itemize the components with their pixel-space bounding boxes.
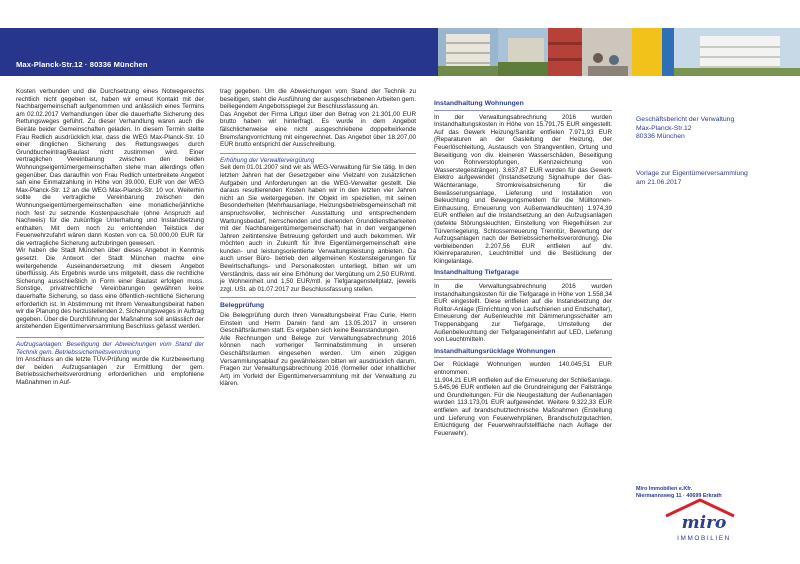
- meeting-date: am 21.06.2017: [636, 178, 682, 186]
- paragraph-elevator-assessment: Im Anschluss an die letzte TÜV-Prüfung wurde die Kurzbewertung der beiden Aufzugsanlagen zur Ermittlung der gem. Betriebssicherheitsverordnung erforderlichen und empfohlene Maßnahmen in Auf-: [16, 356, 204, 386]
- text-column-3: [434, 100, 612, 437]
- photo-white-building: [674, 28, 800, 76]
- paragraph-elevator-order: trag gegeben. Um die Abweichungen vom Stand der Technik zu beseitigen, steht die Ausführung der ausgeschriebenen Arbeiten gem. beiliegendem Angebotsspiegel zur Beschlussfassung an.: [220, 88, 416, 111]
- logo-subtitle: IMMOBILIEN: [677, 535, 731, 542]
- meeting-note-block: [636, 170, 748, 187]
- header-photo-strip: [438, 28, 800, 76]
- header-address: Max-Planck-Str.12 · 80336 München: [16, 60, 148, 69]
- meeting-note: Vorlage zur Eigentümerversammlung: [636, 170, 748, 177]
- paragraph-maintenance-garage: In die Verwaltungsabrechnung 2016 wurden Instandhaltungskosten für die Tiefgarage in Höhe von 1.558,34 EUR eingestellt. Diese entfielen auf die Instandsetzung der Rolltor-Anlage (Einrichtung von Laufschienen und Endschalter), Erneuerung der Außenleuchte mit Dämmerungsschalter am Treppenabgang zur Tiefgarage, Umstellung der Außenbeleuchtung der Tiefgarageneinfahrt auf LED, Lieferung von Leuchtmitteln.: [434, 283, 612, 344]
- subheading-fee-increase: Erhöhung der Verwaltervergütung: [220, 156, 315, 164]
- paragraph-reserve-withdrawal: Der Rücklage Wohnungen wurden 140.045,51 EUR entnommen.: [434, 361, 612, 376]
- paragraph-reserve-details: 11.904,21 EUR entfielen auf die Erneuerung der Schließanlage. 5.645,96 EUR entfielen auf die Grundreinigung der Fallstränge und Grundleitungen. Für die Neugestaltung der Außenanlagen wurden 113.173,01 EUR aufgewendet. Weitere 9.322,33 EUR entfielen auf brandschutztechnische Maßnahmen (Erstellung und Lieferung von Feuerwehrplänen, Brandschutzgutachten, Ertüchtigung der Feuerwehraufstellfläche nach Auflage der Feuerwehr).: [434, 376, 612, 437]
- photo-building-balconies: [438, 28, 498, 76]
- paragraph-city-response: Wir haben die Stadt München über dieses Angebot in Kenntnis gesetzt. Die Antwort der Stadt München machte eine weitergehende Auseinandersetzung mit diesem Angebot überflüssig. Als Ergebnis wurde uns mitgeteilt, dass die rechtliche Sicherung ausschließlich in Form einer Baulast erfolgen muss. Sonstige, privatrechtliche Vereinbarungen gewähren keine dauerhafte Sicherung, so dass eine öffentlich-rechtliche Sicherung erforderlich ist. In Abstimmung mit Ihrem Verwaltungsbeirat haben wir die Planung des herzustellenden 2. Sicherungsweges in Auftrag gegeben. Über die Durchführung der Maßnahme soll anlässlich der anstehenden Eigentümerversammlung Beschluss gefasst werden.: [16, 247, 204, 331]
- paragraph-audit-result: Die Belegprüfung durch Ihren Verwaltungsbeirat Frau Curie, Herrn Einstein und Herrn Darwin fand am 13.05.2017 in unseren Geschäftsräumen statt. Es ergaben sich keine Beanstandungen.: [220, 312, 416, 335]
- photo-building-garden: [498, 28, 548, 76]
- section-divider: [434, 357, 612, 358]
- paragraph-liftgut-offer: Das Angebot der Firma Liftgut über den Betrag von 21.301,00 EUR brutto haben wir hinterfragt. Es wurde in dem Angebot fälschlicherweise eine nicht ausgeschriebene doppeltwirkende Bremsfangvorrichtung mit eingerechnet. Das Angebot über 18.207,00 EUR brutto entspricht der Ausschreibung.: [220, 110, 416, 149]
- report-city: 80336 München: [636, 133, 685, 141]
- section-divider: [16, 337, 204, 338]
- report-street: Max-Planck-Str.12: [636, 124, 692, 132]
- report-title: Geschäftsbericht der Verwaltung: [636, 116, 735, 123]
- report-title-block: [636, 116, 734, 142]
- section-divider: [220, 297, 416, 298]
- heading-audit: Belegprüfung: [220, 302, 265, 310]
- section-divider: [434, 110, 612, 111]
- paragraph-rescue-route: Kosten verbunden und die Durchsetzung eines Notwegerechts rechtlich nicht gegeben ist, haben wir erneut Kontakt mit der Nachbargemeinschaft aufgenommen und anlässlich eines Termins am 02.02.2017 Verhandlungen über die dauerhafte Sicherung des Rettungsweges geführt. Zu dieser Verhandlung waren auch die Beiräte beider Gemeinschaften geladen. In diesem Termin stellte Frau Redlich ausdrücklich klar, dass die WEG Max-Planck-Str. 10 einer dinglichen Sicherung des Rettungsweges durch Grundbucheintrag/Baulast nicht zustimmen wird. Einer vertraglichen Vereinbarung zwischen den beiden Wohnungseigentümergemeinschaften stehe man allerdings offen gegenüber. Das daraufhin von Frau Redlich unterbreitete Angebot sah eine Einmalzahlung in Höhe von 39.000, EUR von der WEG Max-Planck-Str. 12 an die WEG Max-Planck-Str. 10 vor. Weiterhin sollte die vertragliche Vereinbarung zwischen den Wohnungseigentümergemeinschaften eine monatliche/jährliche noch fest zu setzende Kostenpauschale (ohne Anspruch auf Nachweis) für die zukünftige Unterhaltung und Instandsetzung enthalten. Mit dem noch zu errichtenden Teilstück der Feuerwehrzufahrt wären dann Kosten von ca. 50.000,00 EUR für die vertragliche Sicherung aufzubringen gewesen.: [16, 88, 204, 247]
- company-name: Miro Immobilien e.Kfr.: [636, 486, 693, 492]
- paragraph-audit-documents: Alle Rechnungen und Belege zur Verwaltungsabrechnung 2016 können nach vorheriger Terminabstimmung in unseren Geschäftsräumen eingesehen werden. Um einen zügigen Versammlungsablauf zu gewährleisten bitten wir ausdrücklich darum, Fragen zur Verwaltungsabrechnung 2016 (formeller oder inhaltlicher Art) im Vorfeld der Eigentümerversammlung mit der Verwaltung zu klären.: [220, 334, 416, 388]
- miro-logo: [660, 496, 750, 544]
- heading-reserve-apartments: Instandhaltungsrücklage Wohnungen: [434, 347, 556, 355]
- section-divider: [220, 153, 416, 154]
- heading-maintenance-apartments: Instandhaltung Wohnungen: [434, 100, 524, 107]
- paragraph-fee-increase: Seit dem 01.01.2007 sind wir als WEG-Verwaltung für Sie tätig. In den letzten Jahren hat der Gesetzgeber eine Vielzahl von zusätzlichen Aufgaben und Anforderungen an die WEG-Verwalter gestellt. Die daraus resultierenden Kosten haben wir in den letzten vier Jahren nicht an Sie weitergegeben. Ihr Objekt im speziellen, mit seinen Besonderheiten (Mehrhausanlage, Heizungsbetriebsgemeinschaft mit anspruchsvoller, technischer Ausstattung und entsprechendem Wartungsbedarf, herrschenden und dienenden Grunddienstbarkeiten mit der Nachbareigentümergemeinschaft) hat in den vergangenen Jahren zeitintensive Betreuung gefordert und auch bekommen. Wir möchten auch in Zukunft für Ihre Eigentümergemeinschaft eine kunden- und leistungsorientierte Verwaltungsleistung anbieten. Da auch unser Büro- betrieb den allgemeinen Kostensteigerungen für Bewirtschaftungs- und Personalkosten unterliegt, bitten wir um Verständnis, dass wir eine Erhöhung der Vergütung um 2,50 EUR/mtl. je Wohneinheit und 1,50 EUR/mtl. je Tiefgaragenstellplatz, jeweils zzgl. USt. ab 01.07.2017 zur Beschlussfassung stellen.: [220, 164, 416, 293]
- photo-red-brick: [548, 28, 582, 76]
- photo-yellow-blue-panel: [632, 28, 674, 76]
- section-divider: [434, 279, 612, 280]
- logo-wordmark: miro: [681, 513, 727, 533]
- text-column-2: [220, 88, 416, 388]
- paragraph-maintenance-apartments: In der Verwaltungsabrechnung 2016 wurden Instandhaltungskosten in Höhe von 15.791,75 EUR eingestellt. Auf das Gewerk Heizung/Sanitär entfielen 7.971,93 EUR (Reparaturen an der Gasleitung der Heizung, der Feuerlöschleitung, Austausch von Strangventilen, Ortung und Beseitigung von div. kleineren Wasserschäden, Beseitigung von Rohrverstopfungen, Kennzeichnung von Wasserstegeisträngen). 3.637,87 EUR wurden für das Gewerk Elektro aufgewendet (Instandsetzung Signalhupe der Gas-Wächteranlage, Stromkreisabsicherung für die Bewässerungsanlage, Lieferung und Installation von Beleuchtung und Bewegungsmeldern für die Mülltonnen-Einhausung, Erneuerung von Außenwandleuchten) 1.974,39 EUR entfielen auf die Instandsetzung an den Aufzugsanlagen (defekte Störungsleuchten, Einstellung von Riegelhülsen zur Türverriegelung, Schlosserneuerung Trenntür, Bewertung der Aufzugsanlagen nach der Betriebssicherheitsverordnung). Die verbleibenden 2.207,56 EUR entfielen auf div. Kleinreparaturen, Leuchtmittel und die Bestückung der Klingelanlage.: [434, 113, 612, 265]
- company-address: Niermannsweg 11 · 40699 Erkrath: [636, 493, 722, 499]
- subheading-elevators: Aufzugsanlagen: Beseitigung der Abweichungen vom Stand der Technik gem. Betriebssicherheitsverordnung: [16, 341, 204, 356]
- photo-meeting-room: [582, 28, 632, 76]
- text-column-1: [16, 88, 204, 387]
- heading-maintenance-garage: Instandhaltung Tiefgarage: [434, 269, 519, 277]
